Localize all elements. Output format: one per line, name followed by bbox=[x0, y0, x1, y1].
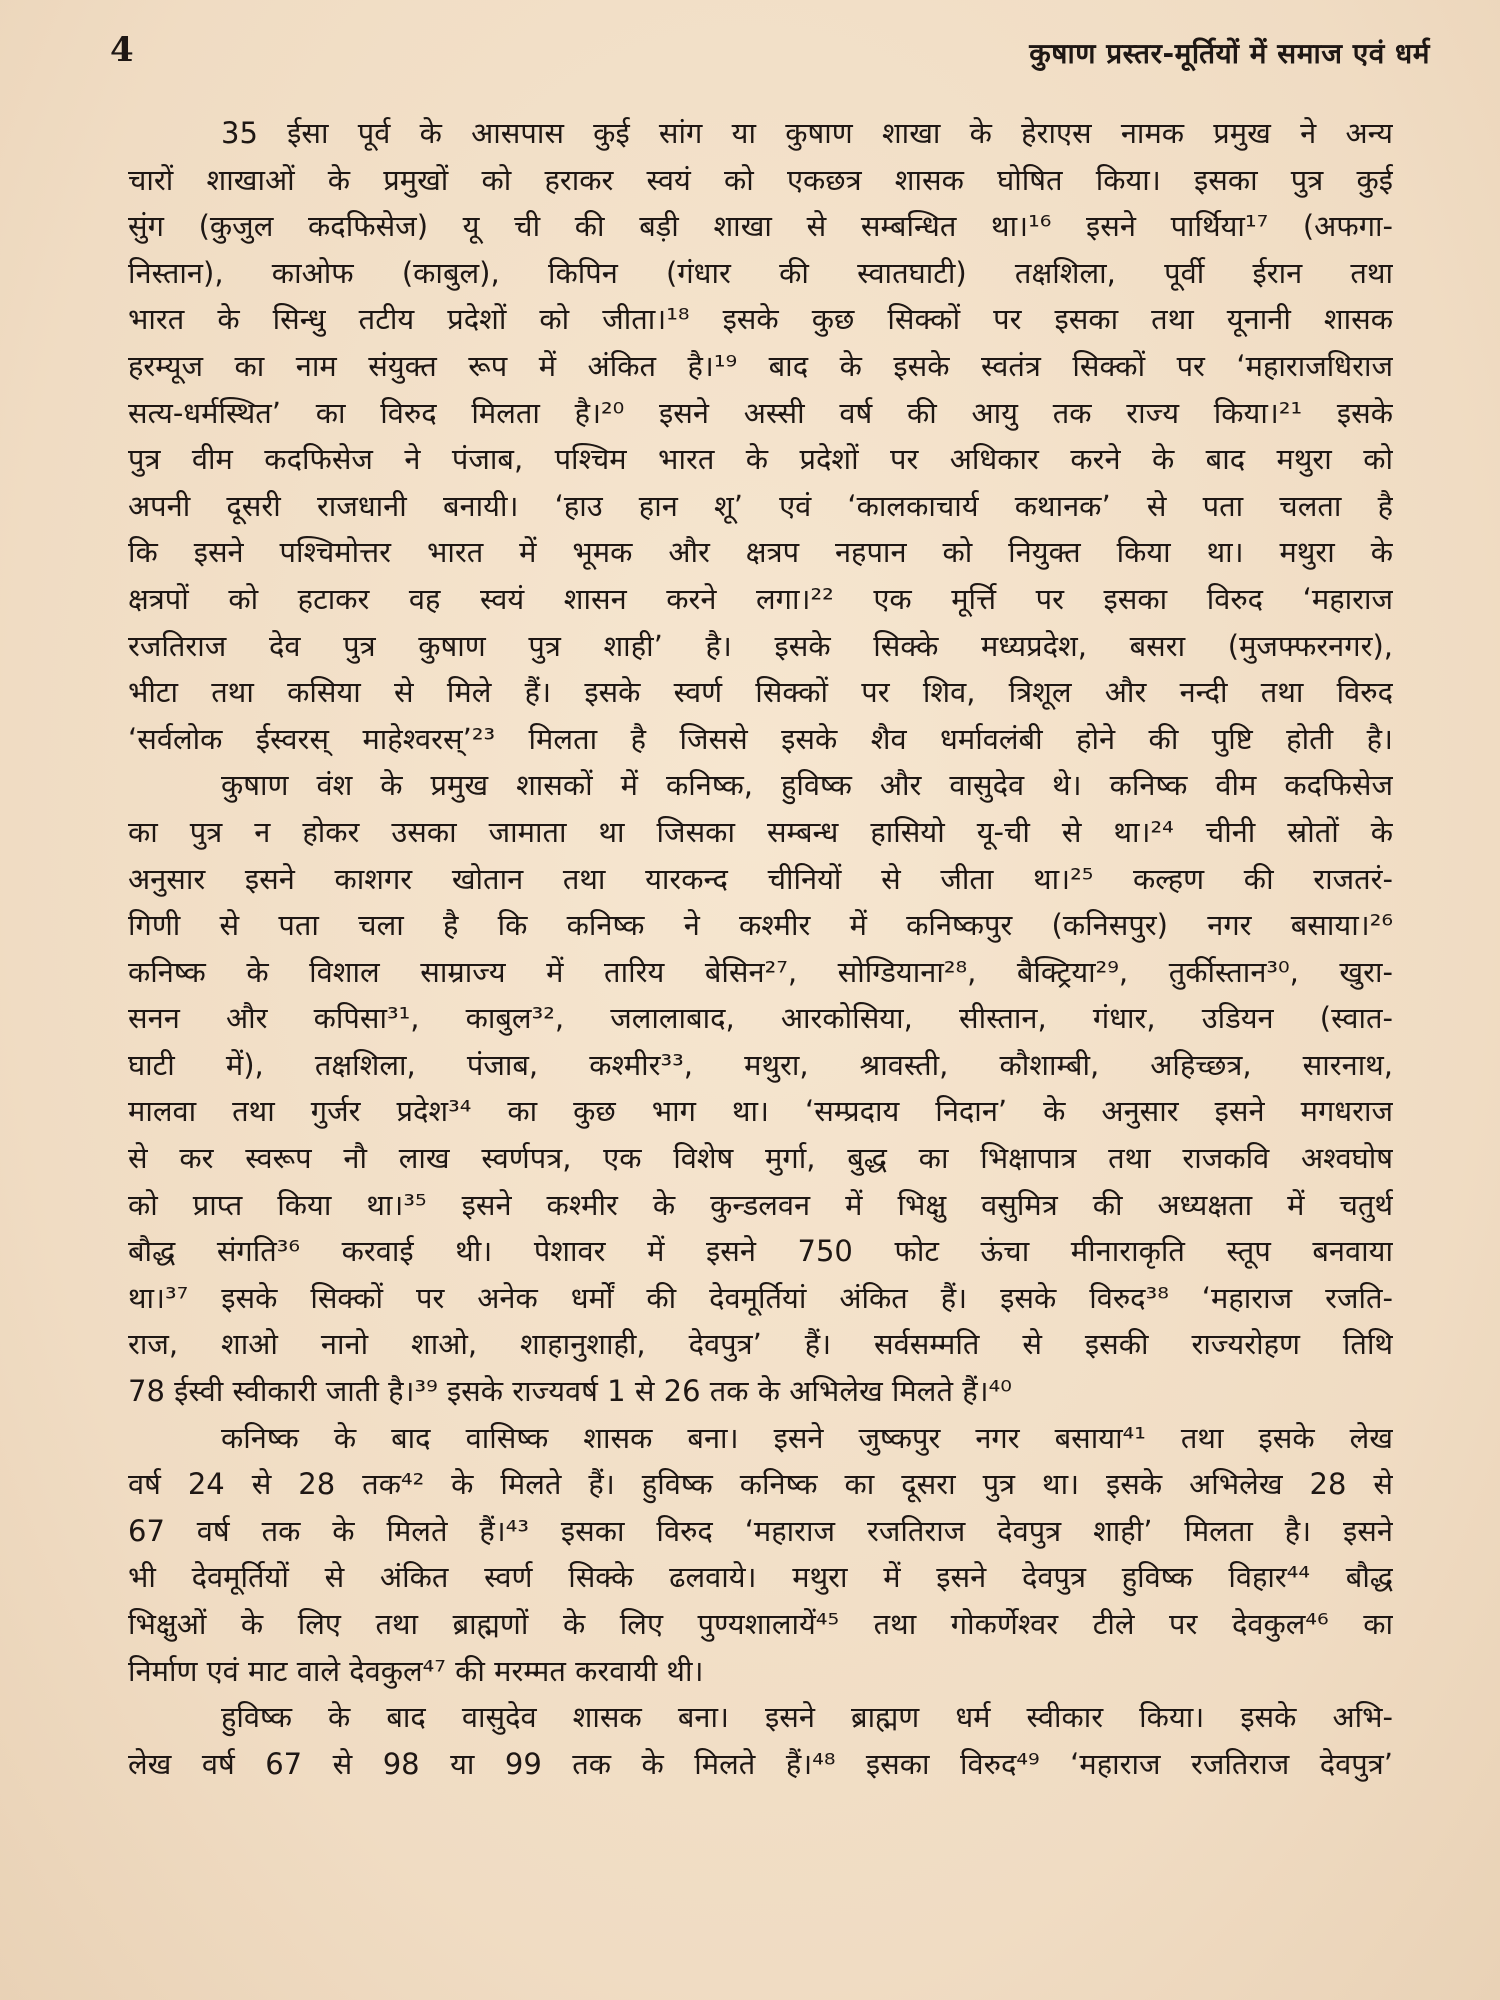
text-line: था।³⁷ इसके सिक्कों पर अनेक धर्मों की देवमूर्तियां अंकित हैं। इसके विरुद³⁸ ‘महाराज रजति- bbox=[128, 1280, 1393, 1315]
body-text bbox=[128, 110, 1393, 1787]
text-line: वर्ष 24 से 28 तक⁴² के मिलते हैं। हुविष्क कनिष्क का दूसरा पुत्र था। इसके अभिलेख 28 से bbox=[128, 1467, 1393, 1502]
text-line: सत्य-धर्मस्थित’ का विरुद मिलता है।²⁰ इसने अस्सी वर्ष की आयु तक राज्य किया।²¹ इसके bbox=[128, 395, 1393, 430]
text-line: भारत के सिन्धु तटीय प्रदेशों को जीता।¹⁸ इसके कुछ सिक्कों पर इसका तथा यूनानी शासक bbox=[128, 302, 1393, 337]
text-line: सनन और कपिसा³¹, काबुल³², जलालाबाद, आरकोसिया, सीस्तान, गंधार, उडियन (स्वात- bbox=[128, 1001, 1393, 1036]
page-number: 4 bbox=[110, 30, 134, 70]
text-line: क्षत्रपों को हटाकर वह स्वयं शासन करने लगा।²² एक मूर्त्ति पर इसका विरुद ‘महाराज bbox=[128, 581, 1393, 616]
text-line: कनिष्क के विशाल साम्राज्य में तारिय बेसिन²⁷, सोग्डियाना²⁸, बैक्ट्रिया²⁹, तुर्कीस्तान³⁰, खुरा- bbox=[128, 954, 1393, 989]
text-line: राज, शाओ नानो शाओ, शाहानुशाही, देवपुत्र’ हैं। सर्वसम्मति से इसकी राज्यरोहण तिथि bbox=[128, 1327, 1393, 1362]
text-line: भीटा तथा कसिया से मिले हैं। इसके स्वर्ण सिक्कों पर शिव, त्रिशूल और नन्दी तथा विरुद bbox=[128, 675, 1393, 710]
text-line: अपनी दूसरी राजधानी बनायी। ‘हाउ हान शू’ एवं ‘कालकाचार्य कथानक’ से पता चलता है bbox=[128, 488, 1393, 523]
text-line: हुविष्क के बाद वासुदेव शासक बना। इसने ब्राह्मण धर्म स्वीकार किया। इसके अभि- bbox=[221, 1700, 1393, 1735]
text-line: बौद्ध संगति³⁶ करवाई थी। पेशावर में इसने 750 फोट ऊंचा मीनाराकृति स्तूप बनवाया bbox=[128, 1234, 1393, 1269]
text-line: निस्तान), काओफ (काबुल), किपिन (गंधार की स्वातघाटी) तक्षशिला, पूर्वी ईरान तथा bbox=[128, 255, 1393, 290]
running-title: कुषाण प्रस्तर-मूर्तियों में समाज एवं धर्म bbox=[1029, 37, 1430, 70]
text-line: भिक्षुओं के लिए तथा ब्राह्मणों के लिए पुण्यशालायें⁴⁵ तथा गोकर्णेश्वर टीले पर देवकुल⁴⁶ का bbox=[128, 1607, 1393, 1641]
text-line: घाटी में), तक्षशिला, पंजाब, कश्मीर³³, मथुरा, श्रावस्ती, कौशाम्बी, अहिच्छत्र, सारनाथ, bbox=[128, 1047, 1393, 1082]
text-line: निर्माण एवं माट वाले देवकुल⁴⁷ की मरम्मत करवायी थी। bbox=[128, 1653, 704, 1688]
text-line: का पुत्र न होकर उसका जामाता था जिसका सम्बन्ध हासियो यू-ची से था।²⁴ चीनी स्रोतों के bbox=[128, 814, 1393, 849]
text-line: मालवा तथा गुर्जर प्रदेश³⁴ का कुछ भाग था। ‘सम्प्रदाय निदान’ के अनुसार इसने मगधराज bbox=[128, 1094, 1393, 1129]
page-header bbox=[110, 30, 1430, 80]
text-line: को प्राप्त किया था।³⁵ इसने कश्मीर के कुन्डलवन में भिक्षु वसुमित्र की अध्यक्षता में चतुर्थ bbox=[128, 1187, 1393, 1222]
text-line: गिणी से पता चला है कि कनिष्क ने कश्मीर में कनिष्कपुर (कनिसपुर) नगर बसाया।²⁶ bbox=[128, 908, 1393, 943]
text-line: कनिष्क के बाद वासिष्क शासक बना। इसने जुष्कपुर नगर बसाया⁴¹ तथा इसके लेख bbox=[221, 1420, 1393, 1455]
text-line: 78 ईस्वी स्वीकारी जाती है।³⁹ इसके राज्यवर्ष 1 से 26 तक के अभिलेख मिलते हैं।⁴⁰ bbox=[128, 1374, 1012, 1409]
text-line: 35 ईसा पूर्व के आसपास कुई सांग या कुषाण शाखा के हेराएस नामक प्रमुख ने अन्य bbox=[221, 116, 1393, 150]
text-line: से कर स्वरूप नौ लाख स्वर्णपत्र, एक विशेष मुर्गा, बुद्ध का भिक्षापात्र तथा राजकवि अश्वघोष bbox=[128, 1141, 1393, 1176]
text-line: ‘सर्वलोक ईस्वरस् माहेश्वरस्’²³ मिलता है जिससे इसके शैव धर्मावलंबी होने की पुष्टि होती है। bbox=[128, 721, 1393, 756]
text-line: अनुसार इसने काशगर खोतान तथा यारकन्द चीनियों से जीता था।²⁵ कल्हण की राजतरं- bbox=[128, 861, 1393, 896]
text-line: कि इसने पश्चिमोत्तर भारत में भूमक और क्षत्रप नहपान को नियुक्त किया था। मथुरा के bbox=[128, 535, 1393, 570]
text-line: रजतिराज देव पुत्र कुषाण पुत्र शाही’ है। इसके सिक्के मध्यप्रदेश, बसरा (मुजफ्फरनगर), bbox=[128, 628, 1393, 663]
text-line: 67 वर्ष तक के मिलते हैं।⁴³ इसका विरुद ‘महाराज रजतिराज देवपुत्र शाही’ मिलता है। इसने bbox=[128, 1513, 1393, 1548]
text-line: हरम्यूज का नाम संयुक्त रूप में अंकित है।¹⁹ बाद के इसके स्वतंत्र सिक्कों पर ‘महाराजधिराज bbox=[128, 348, 1393, 383]
text-line: चारों शाखाओं के प्रमुखों को हराकर स्वयं को एकछत्र शासक घोषित किया। इसका पुत्र कुई bbox=[128, 162, 1393, 197]
text-line: भी देवमूर्तियों से अंकित स्वर्ण सिक्के ढलवाये। मथुरा में इसने देवपुत्र हुविष्क विहार⁴⁴ बौद्ध bbox=[128, 1560, 1393, 1595]
text-line: सुंग (कुजुल कदफिसेज) यू ची की बड़ी शाखा से सम्बन्धित था।¹⁶ इसने पार्थिया¹⁷ (अफगा- bbox=[128, 209, 1393, 244]
text-line: कुषाण वंश के प्रमुख शासकों में कनिष्क, हुविष्क और वासुदेव थे। कनिष्क वीम कदफिसेज bbox=[221, 768, 1393, 803]
text-line: लेख वर्ष 67 से 98 या 99 तक के मिलते हैं।⁴⁸ इसका विरुद⁴⁹ ‘महाराज रजतिराज देवपुत्र’ bbox=[128, 1746, 1393, 1781]
text-line: पुत्र वीम कदफिसेज ने पंजाब, पश्चिम भारत के प्रदेशों पर अधिकार करने के बाद मथुरा को bbox=[128, 442, 1393, 477]
